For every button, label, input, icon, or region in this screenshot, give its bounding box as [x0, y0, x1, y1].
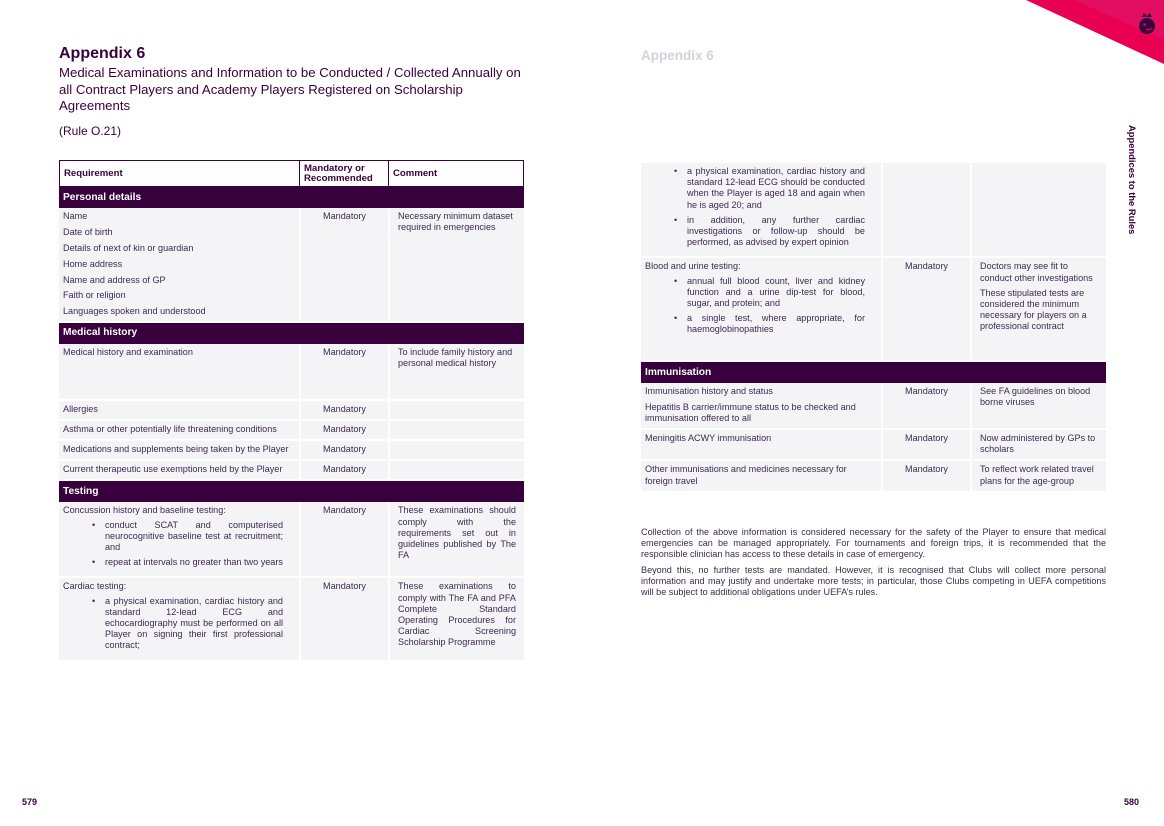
status-cell: Mandatory [881, 258, 970, 361]
requirement-cell [59, 208, 299, 323]
table-row [641, 258, 1106, 361]
list-item: Name and address of GP [63, 274, 166, 285]
table-row [641, 461, 1106, 492]
table-row [59, 401, 524, 421]
comment-cell [970, 163, 1106, 258]
table-row [59, 578, 524, 661]
status-cell: Mandatory [881, 461, 970, 492]
section-heading-medical: Medical history [59, 323, 524, 344]
status-cell: Mandatory [881, 383, 970, 430]
list-item: • a single test, where appropriate, for haemoglobinopathies [687, 313, 871, 335]
comment-cell: Necessary minimum dataset required in emergencies [388, 208, 524, 323]
list-item: Details of next of kin or guardian [63, 242, 194, 253]
status-cell: Mandatory [299, 441, 388, 461]
requirements-table-continued [641, 163, 1106, 493]
requirement-cell: Medical history and examination [59, 344, 299, 401]
table-row [641, 163, 1106, 258]
list-item: • conduct SCAT and computerised neurocognitive baseline test at recruitment; and [105, 520, 289, 554]
list-item: • repeat at intervals no greater than two years [105, 557, 289, 568]
table-row [59, 502, 524, 578]
comment-cell [970, 258, 1106, 361]
status-cell [881, 163, 970, 258]
requirement-cell: Asthma or other potentially life threatening conditions [59, 421, 299, 441]
comment-cell [388, 441, 524, 461]
comment-text: These stipulated tests are considered the minimum necessary for players on a professional contract [980, 287, 1087, 332]
bullet-list [63, 520, 289, 569]
table-row [641, 383, 1106, 430]
table-row [59, 461, 524, 481]
status-cell: Mandatory [881, 430, 970, 461]
status-cell: Mandatory [299, 461, 388, 481]
requirement-line: Hepatitis B carrier/immune status to be checked and immunisation offered to all [645, 401, 856, 423]
requirement-cell: Medications and supplements being taken by the Player [59, 441, 299, 461]
status-cell: Mandatory [299, 578, 388, 661]
list-item: • a physical examination, cardiac history and standard 12-lead ECG should be conducted when the Player is aged 18 and again when he is aged 20; and [687, 166, 871, 211]
comment-cell: These examinations to comply with The FA and PFA Complete Standard Operating Procedures for Cardiac Screening Scholarship Programme [388, 578, 524, 661]
page-subtitle: Medical Examinations and Information to be Conducted / Collected Annually on all Contract Players and Academy Players Registered on Scholarship Agreements [59, 65, 521, 114]
table-row [59, 441, 524, 461]
requirement-line: Other immunisations and medicines necessary for foreign travel [645, 464, 847, 486]
comment-cell [388, 421, 524, 441]
section-row [59, 481, 524, 502]
requirement-cell [641, 258, 881, 361]
side-label-text: Appendices to the Rules [1127, 125, 1138, 235]
list-item: Faith or religion [63, 290, 126, 301]
status-cell: Mandatory [299, 421, 388, 441]
requirement-line: Immunisation history and status [645, 385, 773, 396]
requirement-cell [641, 461, 881, 492]
header-requirement: Requirement [59, 160, 299, 187]
comment-cell [388, 461, 524, 481]
bullet-list [63, 596, 289, 652]
requirement-cell [641, 430, 881, 461]
header-comment: Comment [388, 160, 524, 187]
table-row [59, 344, 524, 401]
bullet-list [645, 166, 871, 248]
section-row [641, 362, 1106, 383]
section-row [59, 187, 524, 208]
list-item: Name [63, 211, 88, 221]
requirement-cell: Allergies [59, 401, 299, 421]
status-cell: Mandatory [299, 208, 388, 323]
table-row [59, 421, 524, 441]
table-row [59, 208, 524, 323]
list-item: • a physical examination, cardiac history and standard 12-lead ECG and echocardiography must be performed on all Player on signing their first professional contract; [105, 596, 289, 652]
note-paragraph: Collection of the above information is considered necessary for the safety of the Player to ensure that medical emergencies can be managed appropriately. For tournaments and foreign trips, it is recommended that the responsible clinician has access to these details in case of emergency. [641, 527, 1106, 560]
running-header: Appendix 6 [641, 48, 714, 63]
bullet-list [645, 276, 871, 336]
requirement-label: Blood and urine testing: [645, 261, 741, 272]
comment-cell: See FA guidelines on blood borne viruses [970, 383, 1106, 430]
corner-decoration [1014, 0, 1164, 70]
status-cell: Mandatory [299, 502, 388, 578]
comment-cell: Now administered by GPs to scholars [970, 430, 1106, 461]
list-item: Date of birth [63, 226, 113, 237]
list-item: Home address [63, 258, 123, 269]
header-mandatory: Mandatory or Recommended [299, 160, 388, 187]
requirement-label: Concussion history and baseline testing: [63, 505, 226, 516]
comment-cell: To reflect work related travel plans for the age-group [970, 461, 1106, 492]
requirement-cell: Current therapeutic use exemptions held by the Player [59, 461, 299, 481]
comment-cell [388, 401, 524, 421]
status-cell: Mandatory [299, 344, 388, 401]
section-heading-testing: Testing [59, 481, 524, 502]
table-row [641, 430, 1106, 461]
side-section-label [1127, 125, 1143, 255]
list-item: • in addition, any further cardiac investigations or follow-up should be performed, as advised by expert opinion [687, 215, 871, 249]
rule-reference: (Rule O.21) [59, 124, 122, 138]
comment-text: Doctors may see fit to conduct other investigations [980, 261, 1093, 283]
section-heading-personal: Personal details [59, 187, 524, 208]
requirements-table [59, 160, 524, 662]
requirement-cell [641, 383, 881, 430]
requirement-cell [59, 578, 299, 661]
page-title: Appendix 6 [59, 45, 146, 62]
status-cell: Mandatory [299, 401, 388, 421]
list-item: • annual full blood count, liver and kidney function and a urine dip-test for blood, sugar, and protein; and [687, 276, 871, 310]
note-paragraph: Beyond this, no further tests are mandated. However, it is recognised that Clubs will collect more personal information and may justify and undertake more tests; in particular, those Clubs competing in UEFA competitions will be subject to additional obligations under UEFA’s rules. [641, 565, 1106, 598]
requirement-cell [641, 163, 881, 258]
list-item: Languages spoken and understood [63, 306, 206, 317]
page-number: 579 [22, 797, 38, 807]
requirement-line: Meningitis ACWY immunisation [645, 432, 772, 443]
section-row [59, 323, 524, 344]
requirement-label: Cardiac testing: [63, 581, 127, 592]
table-header-row [59, 160, 524, 187]
requirement-cell [59, 502, 299, 578]
section-heading-immunisation: Immunisation [641, 362, 1106, 383]
comment-cell: To include family history and personal medical history [388, 344, 524, 401]
page-number: 580 [1124, 797, 1140, 807]
comment-cell: These examinations should comply with the requirements set out in guidelines published by The FA [388, 502, 524, 578]
